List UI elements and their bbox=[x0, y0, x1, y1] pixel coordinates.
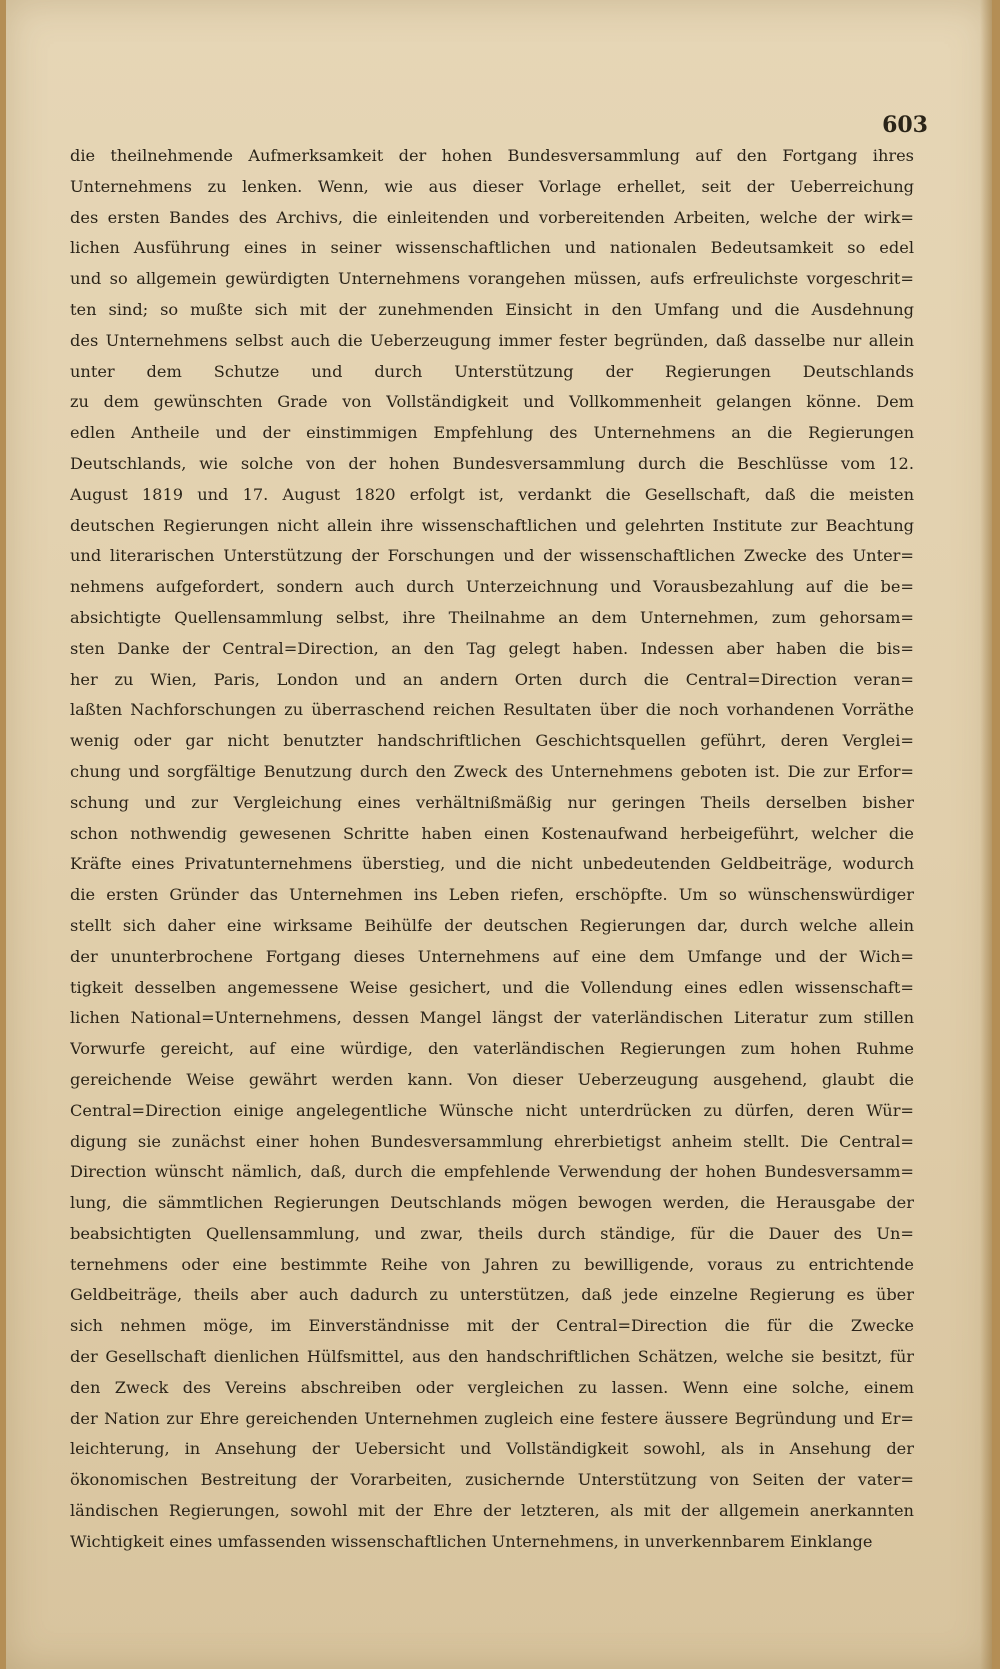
text-line: und literarischen Unterstützung der Forschungen und der wissenschaftlichen Zwecke des Unter= bbox=[70, 546, 914, 566]
text-line: des Unternehmens selbst auch die Ueberzeugung immer fester begründen, daß dasselbe nur allein bbox=[70, 330, 914, 350]
text-line: der Gesellschaft dienlichen Hülfsmittel, aus den handschriftlichen Schätzen, welche sie besitzt, für bbox=[70, 1347, 914, 1367]
text-line: Deutschlands, wie solche von der hohen Bundesversammlung durch die Beschlüsse vom 12. bbox=[70, 453, 914, 473]
text-line: gereichende Weise gewährt werden kann. Von dieser Ueberzeugung ausgehend, glaubt die bbox=[70, 1069, 914, 1089]
text-line: chung und sorgfältige Benutzung durch den Zweck des Unternehmens geboten ist. Die zur Erfor= bbox=[70, 761, 914, 781]
text-line: unter dem Schutze und durch Unterstützung der Regierungen Deutschlands bbox=[70, 361, 914, 381]
text-line: des ersten Bandes des Archivs, die einleitenden und vorbereitenden Arbeiten, welche der wirk= bbox=[70, 207, 914, 227]
text-line: absichtigte Quellensammlung selbst, ihre Theilnahme an dem Unternehmen, zum gehorsam= bbox=[70, 607, 914, 627]
text-line: ternehmens oder eine bestimmte Reihe von Jahren zu bewilligende, voraus zu entrichtende bbox=[70, 1254, 914, 1274]
text-line: die theilnehmende Aufmerksamkeit der hohen Bundesversammlung auf den Fortgang ihres bbox=[70, 146, 914, 165]
text-line: schung und zur Vergleichung eines verhältnißmäßig nur geringen Theils derselben bisher bbox=[70, 792, 914, 812]
text-line: lichen Ausführung eines in seiner wissenschaftlichen und nationalen Bedeutsamkeit so edel bbox=[70, 238, 914, 258]
text-line: lung, die sämmtlichen Regierungen Deutschlands mögen bewogen werden, die Herausgabe der bbox=[70, 1193, 914, 1213]
text-line: edlen Antheile und der einstimmigen Empfehlung des Unternehmens an die Regierungen bbox=[70, 423, 914, 443]
text-line: nehmens aufgefordert, sondern auch durch Unterzeichnung und Vorausbezahlung auf die be= bbox=[70, 577, 914, 597]
text-line: sten Danke der Central=Direction, an den Tag gelegt haben. Indessen aber haben die bis= bbox=[70, 638, 914, 658]
text-line: Direction wünscht nämlich, daß, durch die empfehlende Verwendung der hohen Bundesversamm= bbox=[70, 1162, 914, 1182]
page-number: 603 bbox=[882, 112, 928, 138]
text-line: ten sind; so mußte sich mit der zunehmenden Einsicht in den Umfang und die Ausdehnung bbox=[70, 299, 914, 319]
text-line: Geldbeiträge, theils aber auch dadurch zu unterstützen, daß jede einzelne Regierung es über bbox=[70, 1285, 914, 1305]
body-text bbox=[70, 141, 914, 1558]
text-line: zu dem gewünschten Grade von Vollständigkeit und Vollkommenheit gelangen könne. Dem bbox=[70, 392, 914, 412]
text-line: Central=Direction einige angelegentliche Wünsche nicht unterdrücken zu dürfen, deren Wür= bbox=[70, 1100, 914, 1120]
text-line: ländischen Regierungen, sowohl mit der Ehre der letzteren, als mit der allgemein anerkannten bbox=[70, 1501, 914, 1521]
document-page bbox=[6, 0, 992, 1669]
text-line: deutschen Regierungen nicht allein ihre wissenschaftlichen und gelehrten Institute zur Beachtung bbox=[70, 515, 914, 535]
text-line: der ununterbrochene Fortgang dieses Unternehmens auf eine dem Umfange und der Wich= bbox=[70, 946, 914, 966]
text-line: lichen National=Unternehmens, dessen Mangel längst der vaterländischen Literatur zum stillen bbox=[70, 1008, 914, 1028]
text-line: laßten Nachforschungen zu überraschend reichen Resultaten über die noch vorhandenen Vorräthe bbox=[70, 700, 914, 720]
text-line: den Zweck des Vereins abschreiben oder vergleichen zu lassen. Wenn eine solche, einem bbox=[70, 1377, 914, 1397]
text-line: die ersten Gründer das Unternehmen ins Leben riefen, erschöpfte. Um so wünschenswürdiger bbox=[70, 885, 914, 905]
text-line: Unternehmens zu lenken. Wenn, wie aus dieser Vorlage erhellet, seit der Ueberreichung bbox=[70, 176, 914, 196]
text-line: der Nation zur Ehre gereichenden Unternehmen zugleich eine festere äussere Begründung und Er= bbox=[70, 1408, 914, 1428]
text-line: digung sie zunächst einer hohen Bundesversammlung ehrerbietigst anheim stellt. Die Central= bbox=[70, 1131, 914, 1151]
page-edge-shadow bbox=[980, 0, 992, 1669]
text-line: August 1819 und 17. August 1820 erfolgt ist, verdankt die Gesellschaft, daß die meisten bbox=[70, 484, 914, 504]
text-line: beabsichtigten Quellensammlung, und zwar, theils durch ständige, für die Dauer des Un= bbox=[70, 1223, 914, 1243]
text-line: sich nehmen möge, im Einverständnisse mit der Central=Direction die für die Zwecke bbox=[70, 1316, 914, 1336]
text-line: Vorwurfe gereicht, auf eine würdige, den vaterländischen Regierungen zum hohen Ruhme bbox=[70, 1039, 914, 1059]
text-line: ökonomischen Bestreitung der Vorarbeiten, zusichernde Unterstützung von Seiten der vater= bbox=[70, 1470, 914, 1490]
text-line: tigkeit desselben angemessene Weise gesichert, und die Vollendung eines edlen wissenschaft= bbox=[70, 977, 914, 997]
text-line: Kräfte eines Privatunternehmens überstieg, und die nicht unbedeutenden Geldbeiträge, wodurch bbox=[70, 854, 914, 874]
text-line: stellt sich daher eine wirksame Beihülfe der deutschen Regierungen dar, durch welche allein bbox=[70, 915, 914, 935]
text-line: Wichtigkeit eines umfassenden wissenschaftlichen Unternehmens, in unverkennbarem Einklange bbox=[70, 1531, 873, 1551]
text-line: schon nothwendig gewesenen Schritte haben einen Kostenaufwand herbeigeführt, welcher die bbox=[70, 823, 914, 843]
text-line: wenig oder gar nicht benutzter handschriftlichen Geschichtsquellen geführt, deren Verglei= bbox=[70, 731, 914, 751]
text-line: und so allgemein gewürdigten Unternehmens vorangehen müssen, aufs erfreulichste vorgeschrit= bbox=[70, 269, 914, 289]
text-line: leichterung, in Ansehung der Uebersicht und Vollständigkeit sowohl, als in Ansehung der bbox=[70, 1439, 914, 1459]
text-line: her zu Wien, Paris, London und an andern Orten durch die Central=Direction veran= bbox=[70, 669, 914, 689]
